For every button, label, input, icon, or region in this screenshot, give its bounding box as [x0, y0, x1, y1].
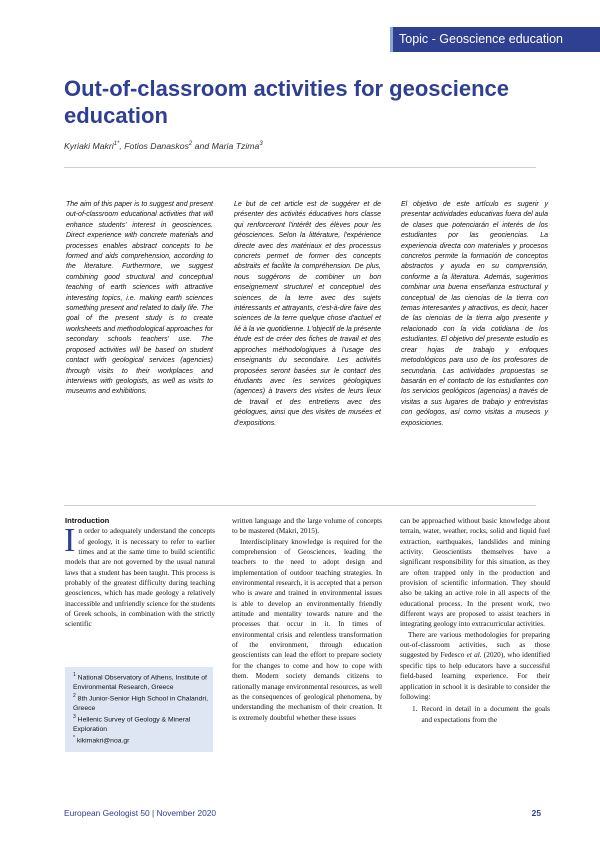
list-item — [412, 704, 550, 725]
abstract-english: The aim of this paper is to suggest and present out-of-classroom educational activities that will enhance students' interest in geosciences. Direct experience with concrete materials and processes enables abstract concepts to be formed and aids comprehension, according to the literature. Furthermore, we suggest combining good structural and conceptual teaching of earth sciences with attractive interesting topics, i.e. making earth sciences something present and related to daily life. The goal of the present study is to create worksheets and methodological approaches for secondary schools teachers' use. The proposed activities will be based on student contact with geological services (agencies) through visits to their workplaces and interviews with geologists, as well as visits to museums and exhibitions. — [66, 201, 213, 396]
body-paragraph: written language and the large volume of concepts to be mastered (Makri, 2015). — [232, 516, 382, 536]
body-column-3 — [400, 516, 550, 725]
body-column-2 — [232, 516, 382, 723]
intro-paragraph — [64, 522, 215, 629]
contact-email: * kikimakri@noa.gr — [73, 735, 130, 745]
article-title: Out-of-classroom activities for geoscience education — [64, 76, 510, 128]
author-2: , Fotios Danaskos — [119, 140, 189, 151]
drop-cap: I — [64, 522, 76, 560]
section-heading-introduction: Introduction — [65, 516, 110, 525]
affiliation-2: $^2$ 8th Junior-Senior High School in Chalandri, Greece — [73, 693, 209, 712]
footer-journal: European Geologist 50 | November 2020 — [64, 808, 217, 818]
topic-label: Topic - Geoscience education — [399, 32, 563, 46]
affiliation-3: $^3$ Hellenic Survey of Geology & Mineral Exploration — [73, 714, 191, 733]
affiliation-1: $^1$ National Observatory of Athens, Institute of Environmental Research, Greece — [73, 672, 207, 691]
author-3-mark: 3 — [259, 141, 263, 147]
abstract-spanish: El objetivo de este artículo es sugerir y presentar actividades educativas fuera del aula de clases que potenciarán el interés de los estudiantes por las geociencias. La experiencia directa con materiales y procesos concretos permite la formación de conceptos abstractos y ayuda en su comprensión, conforme a la literatura. Además, sugerimos combinar una buena enseñanza estructural y conceptual de las ciencias de la tierra con temas interesantes y atractivos, es decir, hacer de las ciencias de la tierra algo presente y relacionado con la vida cotidiana de los estudiantes. El objetivo del presente estudio es crear hojas de trabajo y enfoques metodológicos para uso de los profesores de secundaria. Las actividades propuestas se basarán en el contacto de los estudiantes con los servicios geológicos (agencias) a través de visitas a sus lugares de trabajo y entrevistas con geólogos, así como visitas a museos y exposiciones. — [401, 201, 548, 427]
body-paragraph: can be approached without basic knowledge about terrain, water, weather, rocks, solid and liquid fuel extraction, earthquakes, landslides and mining activity. Geoscientists themselves have a significant responsibility for this situation, as they are often trapped only in the production and provision of scientific information. They should also be taking an active role in all aspects of the educational process. In the present work, two different ways are proposed to assist teachers in integrating geology into extracurricular activities. — [400, 516, 550, 629]
numbered-list — [400, 704, 550, 725]
body-column-1 — [65, 516, 215, 630]
list-number: 1. — [412, 704, 418, 714]
page-number: 25 — [531, 808, 541, 818]
author-2-mark: 2 — [188, 141, 193, 147]
author-line — [64, 138, 544, 152]
body-paragraph: Interdisciplinary knowledge is required for the comprehension of Geosciences, leading the teachers to the need to adopt design and implementation of outdoor teaching strategies. In environmental research, it is accepted that a person who is aware and trained in environmental issues is able to develop an environmentally friendly attitude and mentality towards nature and the processes that occur in it. In times of environmental crisis and relentless transformation of the environment, through education geoscientists can lead the effort to prepare society for the changes to come and how to cope with them. Modern society demands citizens to rationally manage environmental resources, as well as the consequences of geological phenomena, by understanding the mechanism of their creation. It is extremely doubtful whether these issues — [232, 536, 382, 722]
affiliations-box — [65, 667, 213, 752]
author-1: Kyriaki Makri — [64, 140, 114, 151]
abstract-french: Le but de cet article est de suggérer et de présenter des activités éducatives hors classe qui renforceront l'intérêt des élèves pour les géosciences. Selon la littérature, l'expérience directe avec des matériaux et des processus concrets permet de former des concepts abstraits et facilite la compréhension. De plus, nous suggérons de combiner un bon enseignement structurel et conceptuel des sciences de la terre avec des sujets intéressants et attrayants, c'est-à-dire faire des sciences de la terre quelque chose d'actuel et lié à la vie quotidienne. L'objectif de la présente étude est de créer des fiches de travail et des approches méthodologiques à l'usage des enseignants du secondaire. Les activités proposées seront basées sur le contact des étudiants avec les services géologiques (agences) à travers des visites de leurs lieux de travail et des entretiens avec des géologues, ainsi que des visites de musées et d'expositions. — [234, 201, 381, 427]
title-divider — [64, 167, 536, 168]
list-item-text: Record in detail in a document the goals and expectations from the — [421, 704, 550, 724]
abstract-divider — [64, 505, 536, 506]
intro-paragraph-text: n order to adequately understand the concepts of geology, it is necessary to refer to earlier times and at the same time to build scientific models that are not governed by the usual natural laws that a student has been taught. This process is probably of the greatest difficulty during teaching geosciences, which has made geology a relatively inaccessible and unfriendly science for the students of Greek schools, in combination with the strictly scientific — [65, 526, 215, 629]
author-3: and Maria Tzima — [192, 140, 260, 151]
body-paragraph: There are various methodologies for preparing out-of-classroom activities, such as those suggested by Fedesco et al. (2020), who identified specific tips to help educators have a successful field-based learning experience. For their application in school it is desirable to consider the following: — [400, 629, 551, 701]
author-1-mark: 1* — [113, 141, 120, 147]
